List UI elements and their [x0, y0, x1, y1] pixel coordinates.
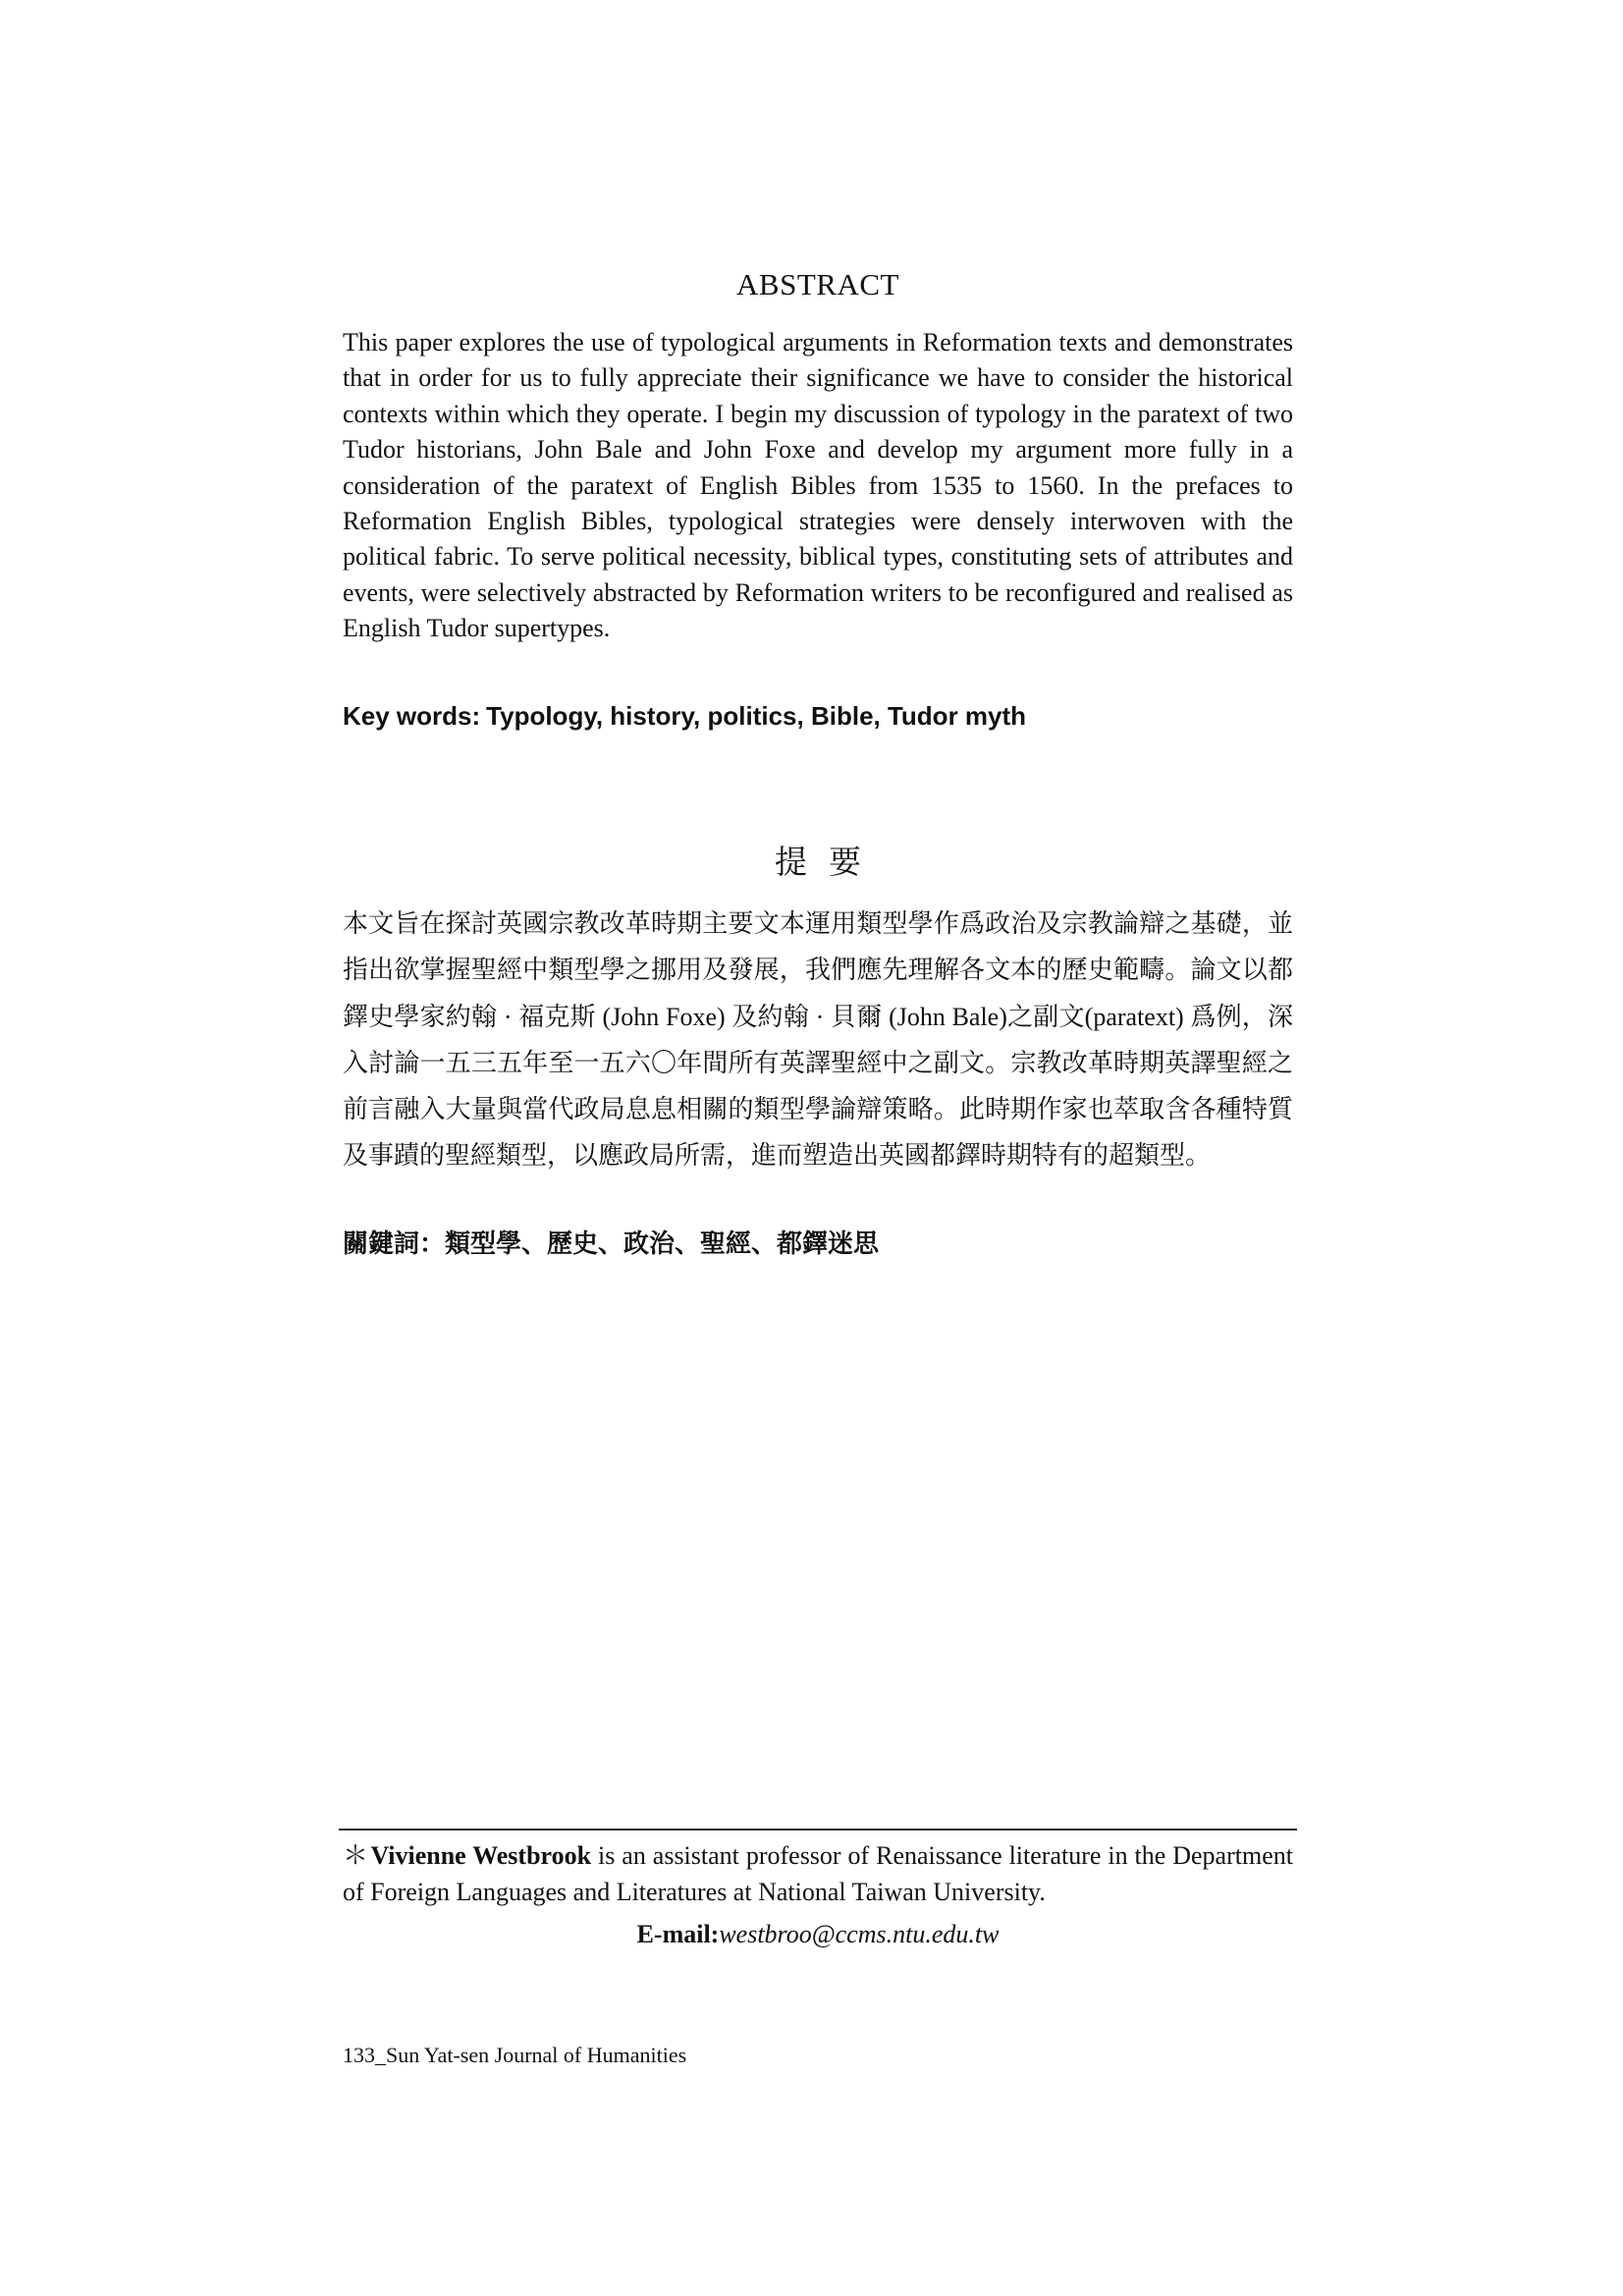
- email-address[interactable]: westbroo@ccms.ntu.edu.tw: [719, 1920, 1000, 1948]
- author-description: is an assistant professor of Renaissance literature in the Department of Foreign Languages and Literatures at National Taiwan University.: [343, 1841, 1293, 1906]
- footnote-marker: ＊: [343, 1841, 369, 1870]
- author-name: Vivienne Westbrook: [370, 1841, 592, 1870]
- email-label: E-mail:: [636, 1920, 720, 1948]
- english-keywords-list: Typology, history, politics, Bible, Tudor myth: [486, 701, 1027, 731]
- page-footer: 133_Sun Yat-sen Journal of Humanities: [343, 2043, 687, 2067]
- chinese-abstract-body: 本文旨在探討英國宗教改革時期主要文本運用類型學作爲政治及宗教論辯之基礎，並指出欲掌握聖經中類型學之挪用及發展，我們應先理解各文本的歷史範疇。論文以都鐸史學家約翰 · 福克斯 (John Foxe) 及約翰 · 貝爾 (John Bale)之副文(paratext) 爲例，深入討論一五三五年至一五六〇年間所有英譯聖經中之副文。宗教改革時期英譯聖經之前言融入大量與當代政局息息相關的類型學論辯策略。此時期作家也萃取含各種特質及事蹟的聖經類型，以應政局所需，進而塑造出英國都鐸時期特有的超類型。: [343, 909, 1293, 1171]
- author-footnote: [343, 1838, 1293, 1910]
- english-abstract-body: This paper explores the use of typological arguments in Reformation texts and demonstrates that in order for us to fully appreciate their significance we have to consider the historical contexts within which they operate. I begin my discussion of typology in the paratext of two Tudor historians, John Bale and John Foxe and develop my argument more fully in a consideration of the paratext of English Bibles from 1535 to 1560. In the prefaces to Reformation English Bibles, typological strategies were densely interwoven with the political fabric. To serve political necessity, biblical types, constituting sets of attributes and events, were selectively abstracted by Reformation writers to be reconfigured and realised as English Tudor supertypes.: [343, 328, 1293, 643]
- footnote-divider: [339, 1829, 1297, 1831]
- english-keywords: [343, 698, 1293, 734]
- author-email: [343, 1917, 1293, 1952]
- chinese-keywords-label: 關鍵詞：: [343, 1230, 446, 1258]
- chinese-abstract-heading: 提要: [775, 846, 883, 881]
- chinese-keywords-list: 類型學、歷史、政治、聖經、都鐸迷思: [445, 1230, 880, 1258]
- english-abstract-heading: ABSTRACT: [736, 267, 899, 301]
- english-keywords-label: Key words:: [343, 701, 481, 731]
- chinese-keywords: [343, 1225, 1293, 1264]
